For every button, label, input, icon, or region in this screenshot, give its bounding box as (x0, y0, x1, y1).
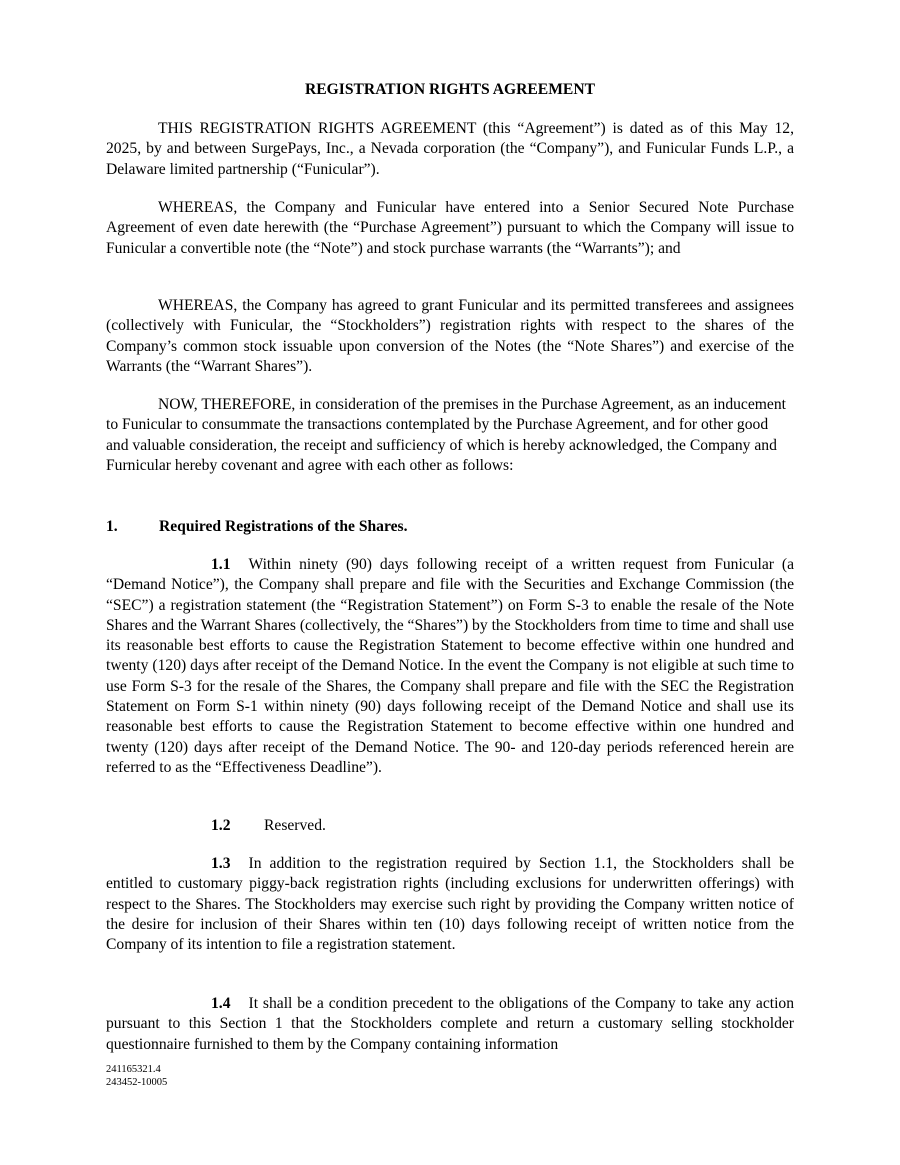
section-1-3-paragraph (106, 854, 794, 955)
footer-matter-id: 243452-10005 (106, 1077, 168, 1088)
whereas-paragraph-2: WHEREAS, the Company has agreed to grant Funicular and its permitted transferees and assignees (collectively with Funicular, the “Stockholders”) registration rights with respect to the shares of the Company’s common stock issuable upon conversion of the Notes (the “Note Shares”) and exercise of the Warrants (the “Warrant Shares”). (106, 297, 794, 375)
section-1-4-number: 1.4 (211, 995, 231, 1012)
intro-paragraph: THIS REGISTRATION RIGHTS AGREEMENT (this “Agreement”) is dated as of this May 12, 2025, by and between SurgePays, Inc., a Nevada corporation (the “Company”), and Funicular Funds L.P., a Delaware limited partnership (“Funicular”). (106, 120, 794, 178)
now-therefore-paragraph: NOW, THEREFORE, in consideration of the premises in the Purchase Agreement, as an inducement to Funicular to consummate the transactions contemplated by the Purchase Agreement, and for other good and valuable consideration, the receipt and sufficiency of which is hereby acknowledged, the Company and Furnicular hereby covenant and agree with each other as follows: (106, 396, 786, 474)
section-1-number: 1. (106, 518, 118, 535)
section-1-4-text: It shall be a condition precedent to the obligations of the Company to take any action pursuant to this Section 1 that the Stockholders complete and return a customary selling stockholder questionnaire furnished to them by the Company containing information (106, 995, 794, 1053)
footer-doc-id: 241165321.4 (106, 1064, 161, 1075)
section-1-2-number: 1.2 (211, 817, 231, 834)
section-1-title: Required Registrations of the Shares. (159, 518, 408, 535)
section-1-1-number: 1.1 (211, 556, 231, 573)
section-1-2 (211, 816, 326, 836)
section-1-4-paragraph (106, 994, 794, 1055)
section-1-3-number: 1.3 (211, 855, 231, 872)
section-1-heading (106, 517, 408, 537)
section-1-3-text: In addition to the registration required by Section 1.1, the Stockholders shall be entitled to customary piggy-back registration rights (including exclusions for underwritten offerings) with respect to the Shares. The Stockholders may exercise such right by providing the Company written notice of the desire for inclusion of their Shares within ten (10) days following receipt of written notice from the Company of its intention to file a registration statement. (106, 855, 794, 954)
whereas-paragraph-1: WHEREAS, the Company and Funicular have entered into a Senior Secured Note Purchase Agreement of even date herewith (the “Purchase Agreement”) pursuant to which the Company will issue to Funicular a convertible note (the “Note”) and stock purchase warrants (the “Warrants”); and (106, 199, 794, 257)
document-title: REGISTRATION RIGHTS AGREEMENT (305, 81, 595, 98)
section-1-2-text: Reserved. (264, 817, 326, 834)
document-footer (106, 1063, 167, 1089)
section-1-1-paragraph (106, 555, 794, 778)
section-1-1-text: Within ninety (90) days following receipt of a written request from Funicular (a “Demand Notice”), the Company shall prepare and file with the Securities and Exchange Commission (the “SEC”) a registration statement (the “Registration Statement”) on Form S-3 to enable the resale of the Note Shares and the Warrant Shares (collectively, the “Shares”) by the Stockholders from time to time and shall use its reasonable best efforts to cause the Registration Statement to become effective within one hundred and twenty (120) days after receipt of the Demand Notice. In the event the Company is not eligible at such time to use Form S-3 for the resale of the Shares, the Company shall prepare and file with the SEC the Registration Statement on Form S-1 within ninety (90) days following receipt of the Demand Notice and shall use its reasonable best efforts to cause the Registration Statement to become effective within one hundred and twenty (120) days after receipt of the Demand Notice. The 90- and 120-day periods referenced herein are referred to as the “Effectiveness Deadline”). (106, 556, 794, 776)
